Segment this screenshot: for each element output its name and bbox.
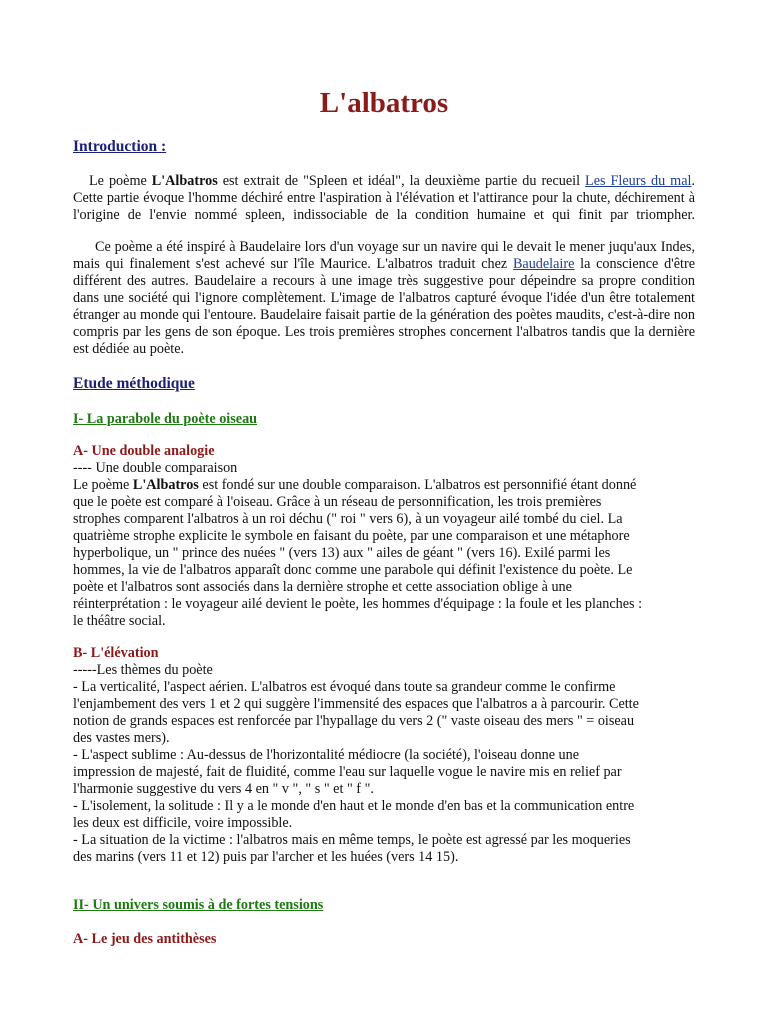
page-title: L'albatros [319, 87, 449, 119]
text-line: - L'aspect sublime : Au-dessus de l'horizontalité médiocre (la société), l'oiseau donne une [73, 747, 580, 763]
text-line: - La verticalité, l'aspect aérien. L'albatros est évoqué dans toute sa grandeur comme le confirme [73, 679, 616, 695]
section-b-heading: B- L'élévation [73, 645, 159, 661]
poem-title-bold: L'Albatros [151, 173, 218, 189]
part-1-heading: I- La parabole du poète oiseau [73, 411, 258, 427]
text-line: hyperbolique, un " prince des nuées " (vers 13) aux " ailes de géant " (vers 16). Exilé parmi les [73, 545, 611, 561]
text-line: - L'isolement, la solitude : Il y a le monde d'en haut et le monde d'en bas et la communication entre [73, 798, 635, 814]
text-line: -----Les thèmes du poète [73, 662, 213, 678]
les-fleurs-du-mal-link[interactable]: Les Fleurs du mal [585, 173, 692, 189]
section-a-body [73, 460, 695, 630]
poem-title-bold: L'Albatros [132, 477, 199, 493]
text-line: poète et l'albatros sont associés dans la dernière strophe et cette association oblige à une [73, 579, 572, 595]
text-line: notion de grands espaces est renforcée par l'hypallage du vers 2 (" vaste oiseau des mers " = oiseau [73, 713, 635, 729]
section-b-body [73, 662, 695, 866]
section-a-heading: A- Une double analogie [73, 443, 215, 459]
text-line: Le poème L'Albatros est fondé sur une double comparaison. L'albatros est personnifié étant donné [73, 477, 637, 493]
part-2-heading: II- Un univers soumis à de fortes tensions [73, 897, 324, 913]
part-2-section-a-heading: A- Le jeu des antithèses [73, 931, 217, 947]
text-line: l'enjambement des vers 1 et 2 qui suggère l'immensité des espaces que l'albatros a à parcourir. Cette [73, 696, 639, 712]
text-line: que le poète est comparé à l'oiseau. Grâce à un réseau de personnification, les trois premières [73, 494, 602, 510]
introduction-heading: Introduction : [73, 138, 167, 155]
text-line: l'harmonie suggestive du vers 4 en " v ", " s " et " f ". [73, 781, 374, 797]
etude-methodique-heading: Etude méthodique [73, 375, 195, 392]
text-line: des vastes mers). [73, 730, 170, 746]
text-line: hommes, la vie de l'albatros apparaît donc comme une parabole qui définit l'existence du poète. Le [73, 562, 633, 578]
baudelaire-link[interactable]: Baudelaire [512, 256, 575, 272]
text-line: le théâtre social. [73, 613, 166, 629]
text-line: réinterprétation : le voyageur ailé devient le poète, les hommes d'équipage : la foule et les planches : [73, 596, 643, 612]
text-line: strophes comparent l'albatros à un roi déchu (" roi " vers 6), à un voyageur ailé tombé du ciel. La [73, 511, 623, 527]
section-a-subheading: ---- Une double comparaison [73, 460, 238, 476]
text-line: impression de majesté, fait de fluidité, comme l'eau sur laquelle vogue le navire mis en relief par [73, 764, 622, 780]
text-line: quatrième strophe explicite le symbole en faisant du poète, par une comparaison et une métaphore [73, 528, 630, 544]
text-line: des marins (vers 11 et 12) puis par l'archer et les huées (vers 14 15). [73, 849, 459, 865]
introduction-paragraph-2: Ce poème a été inspiré à Baudelaire lors d'un voyage sur un navire qui le devait le mener juqu'aux Indes, mais qui finalement s'est achevé sur l'île Maurice. L'albatros traduit chez Baudelaire la conscience d'être différent des autres. Baudelaire a recours à une image très suggestive pour dépeindre sa propre condition dans une société qui l'ignore complètement. L'image de l'albatros capturé évoque l'idée d'un être totalement étranger au monde qui l'entoure. Baudelaire faisait partie de la génération des poètes maudits, c'est-à-dire non compris par les gens de son époque. Les trois premières strophes concernent l'albatros tandis que la dernière est dédiée au poète. [73, 239, 695, 357]
text-line: les deux est difficile, voire impossible. [73, 815, 293, 831]
introduction-paragraph-1: Le poème L'Albatros est extrait de "Spleen et idéal", la deuxième partie du recueil Les Fleurs du mal. Cette partie évoque l'homme déchiré entre l'aspiration à l'élévation et l'attirance pour la chute, déchirement à l'origine de l'envie nommé spleen, indissociable de la condition humaine et qui finit par triompher. [73, 173, 695, 223]
text-line: - La situation de la victime : l'albatros mais en même temps, le poète est agressé par les moqueries [73, 832, 631, 848]
